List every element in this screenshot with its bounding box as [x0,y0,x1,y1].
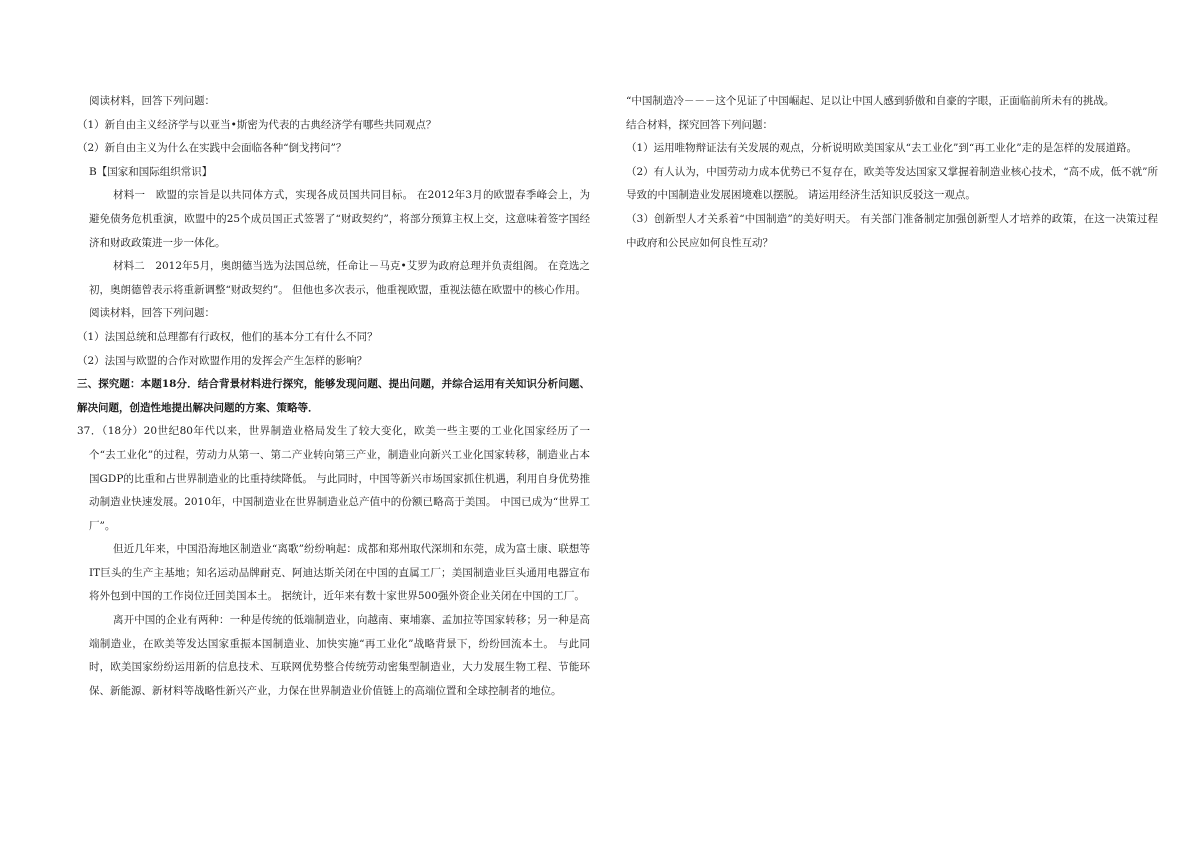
section-three-heading: 三、探究题：本题18分．结合背景材料进行探究，能够发现问题、提出问题，并综合运用有关知识分析问题、解决问题，创造性地提出解决问题的方案、策略等． [77,378,590,414]
read-prompt: 阅读材料，回答下列问题： [89,95,215,107]
material-2: 材料二 2012年5月，奥朗德当选为法国总统，任命让－马克•艾罗为政府总理并负责组阁。 在竞选之初，奥朗德曾表示将重新调整“财政契约”。 但他也多次表示，他重视欧盟，重视法德在欧盟中的核心作用。 [89,260,590,296]
question-37-paragraph-3: 离开中国的企业有两种：一种是传统的低端制造业，向越南、柬埔寨、孟加拉等国家转移；另一种是高端制造业，在欧美等发达国家重振本国制造业、加快实施“再工业化”战略背景下，纷纷回流本土。 与此同时，欧美国家纷纷运用新的信息技术、互联网优势整合传统劳动密集型制造业，大力发展生物工程、节能环保、新能源、新材料等战略性新兴产业，力保在世界制造业价值链上的高端位置和全球控制者的地位。 [89,614,590,697]
question-1-2: （2）新自由主义为什么在实践中会面临各种“倒戈拷问”？ [77,142,347,155]
question-37-2: （2）有人认为，中国劳动力成本优势已不复存在，欧美等发达国家又掌握着制造业核心技术，“高不成，低不就”所导致的中国制造业发展困境难以摆脱。 请运用经济生活知识反驳这一观点。 [626,165,1158,202]
left-column [77,90,590,703]
question-37-1: （1）运用唯物辩证法有关发展的观点，分析说明欧美国家从“去工业化”到“再工业化”走的是怎样的发展道路。 [626,142,1138,155]
section-b-heading: B【国家和国际组织常识】 [89,165,213,178]
question-2-1: （1）法国总统和总理都有行政权，他们的基本分工有什么不同？ [77,330,378,343]
question-37-paragraph-2: 但近几年来，中国沿海地区制造业“离歌”纷纷响起：成都和郑州取代深圳和东莞，成为富士康、联想等IT巨头的生产主基地；知名运动品牌耐克、阿迪达斯关闭在中国的直属工厂；美国制造业巨头通用电器宣布将外包到中国的工作岗位迁回美国本土。 据统计，近年来有数十家世界500强外资企业关闭在中国的工厂。 [89,543,590,603]
explore-prompt: 结合材料，探究回答下列问题： [626,118,773,131]
question-37-3: （3）创新型人才关系着“中国制造”的美好明天。 有关部门准备制定加强创新型人才培养的政策，在这一决策过程中政府和公民应如何良性互动？ [626,212,1158,249]
right-column [626,90,1158,255]
material-1: 材料一 欧盟的宗旨是以共同体方式，实现各成员国共同目标。 在2012年3月的欧盟春季峰会上，为避免债务危机重演，欧盟中的25个成员国正式签署了“财政契约”，将部分预算主权上交，这意味着签字国经济和财政政策进一步一体化。 [89,189,590,249]
quote-paragraph: “中国制造冷－－－这个见证了中国崛起、足以让中国人感到骄傲和自豪的字眼，正面临前所未有的挑战。 [626,95,1115,107]
read-prompt: 阅读材料，回答下列问题： [89,307,215,320]
question-37-intro: 37．（18分）20世纪80年代以来，世界制造业格局发生了较大变化，欧美一些主要的工业化国家经历了一个“去工业化”的过程，劳动力从第一、第二产业转向第三产业，制造业向新兴工业化国家转移，制造业占本国GDP的比重和占世界制造业的比重持续降低。 与此同时，中国等新兴市场国家抓住机遇，利用自身优势推动制造业快速发展。2010年，中国制造业在世界制造业总产值中的份额已略高于美国。 中国已成为“世界工厂”。 [77,425,590,532]
question-1-1: （1）新自由主义经济学与以亚当•斯密为代表的古典经济学有哪些共同观点？ [77,118,437,131]
question-2-2: （2）法国与欧盟的合作对欧盟作用的发挥会产生怎样的影响？ [77,354,368,367]
